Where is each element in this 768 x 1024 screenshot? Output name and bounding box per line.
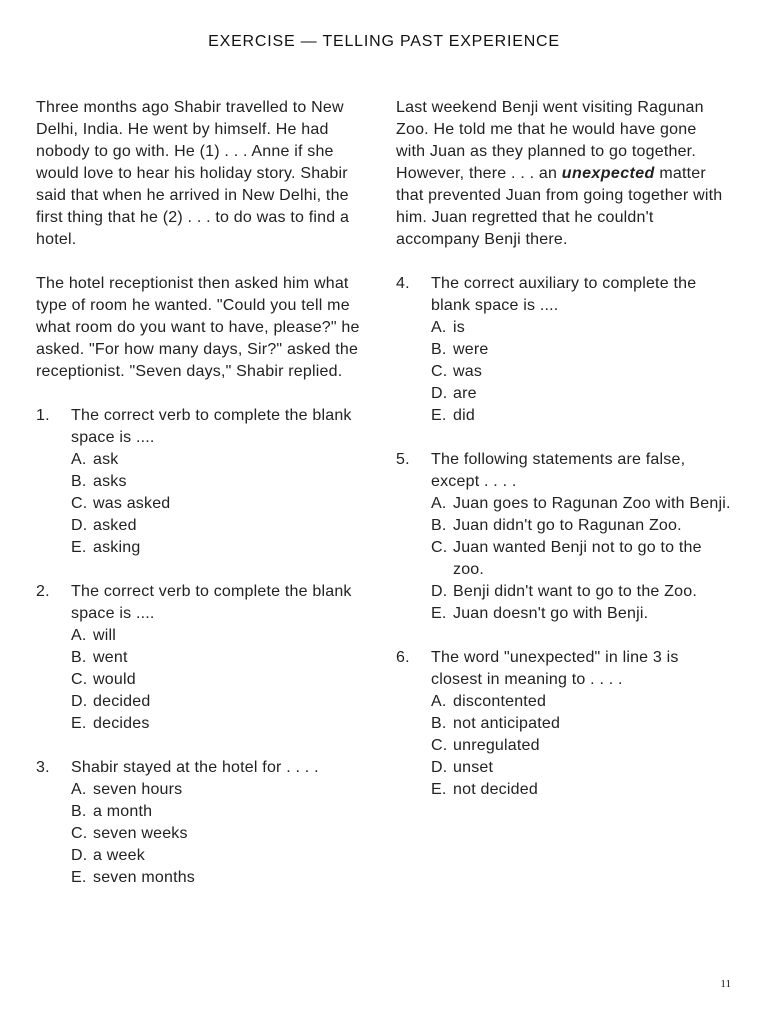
option-d [431, 581, 741, 603]
question-header [36, 405, 381, 449]
passage-line: him. Juan regretted that he couldn't [396, 209, 654, 226]
option-a [431, 691, 741, 713]
passage-line: accompany Benji there. [396, 231, 568, 248]
option-letter: D. [431, 583, 448, 600]
option-text: discontented [453, 693, 547, 710]
option-text: Juan doesn't go with Benji. [453, 605, 649, 622]
question-stem [431, 647, 741, 691]
option-d [71, 845, 381, 867]
question-number: 4. [396, 275, 410, 292]
answer-options [396, 317, 741, 427]
answer-options [36, 625, 381, 735]
option-letter: B. [431, 517, 447, 534]
passage-line: hotel. [36, 231, 77, 248]
option-c [431, 735, 741, 757]
question-header [396, 647, 741, 691]
option-e [431, 405, 741, 427]
option-text: seven months [93, 869, 196, 886]
option-text: will [93, 627, 117, 644]
option-a [431, 493, 741, 515]
question-6 [396, 647, 741, 801]
option-text: ask [93, 451, 119, 468]
question-4 [396, 273, 741, 427]
passage-line: The hotel receptionist then asked him what [36, 275, 349, 292]
passage-line: Delhi, India. He went by himself. He had [36, 121, 329, 138]
question-3 [36, 757, 381, 889]
option-text: seven weeks [93, 825, 188, 842]
option-b [431, 515, 741, 537]
right-column [396, 97, 741, 801]
passage-line [396, 163, 741, 185]
option-letter: D. [431, 385, 448, 402]
option-letter: E. [431, 605, 447, 622]
option-a [71, 779, 381, 801]
answer-options [396, 493, 741, 625]
option-letter: C. [431, 539, 448, 556]
option-text: were [453, 341, 489, 358]
passage-line: asked. "For how many days, Sir?" asked the [36, 341, 359, 358]
option-letter: D. [71, 517, 88, 534]
option-text: Juan wanted Benji not to go to the [453, 539, 702, 556]
option-a [71, 449, 381, 471]
question-1 [36, 405, 381, 559]
option-letter: E. [431, 781, 447, 798]
emphasized-word: unexpected [561, 165, 655, 182]
passage-text: matter [654, 165, 706, 182]
option-b [71, 471, 381, 493]
option-letter: D. [71, 847, 88, 864]
option-letter: E. [71, 539, 87, 556]
question-stem-line: The correct verb to complete the blank [71, 583, 352, 600]
question-5 [396, 449, 741, 625]
option-letter: C. [71, 495, 88, 512]
option-text: a month [93, 803, 153, 820]
option-d [431, 757, 741, 779]
option-e [431, 603, 741, 625]
option-letter: C. [71, 671, 88, 688]
question-stem [71, 757, 381, 779]
option-text: would [93, 671, 136, 688]
option-text-block [453, 537, 702, 581]
option-c [431, 537, 741, 581]
passage-line: Last weekend Benji went visiting Ragunan [396, 99, 704, 116]
question-stem-line: blank space is .... [431, 297, 559, 314]
question-stem-line: except . . . . [431, 473, 517, 490]
option-letter: A. [71, 451, 87, 468]
option-d [431, 383, 741, 405]
option-text: Juan didn't go to Ragunan Zoo. [453, 517, 682, 534]
option-letter: B. [71, 473, 87, 490]
page-title: EXERCISE — TELLING PAST EXPERIENCE [208, 33, 560, 50]
option-text: is [453, 319, 465, 336]
passage-line: said that when he arrived in New Delhi, the [36, 187, 349, 204]
question-stem [71, 405, 381, 449]
option-c [431, 361, 741, 383]
option-c [71, 669, 381, 691]
passage-line: receptionist. "Seven days," Shabir replied. [36, 363, 343, 380]
passage-line: that prevented Juan from going together with [396, 187, 723, 204]
question-header [396, 273, 741, 317]
passage-line: first thing that he (2) . . . to do was to find a [36, 209, 350, 226]
option-text: unset [453, 759, 494, 776]
option-text: Benji didn't want to go to the Zoo. [453, 583, 697, 600]
option-b [431, 339, 741, 361]
passage-text: However, there . . . an [396, 165, 562, 182]
option-letter: E. [71, 715, 87, 732]
question-number: 6. [396, 649, 410, 666]
option-a [431, 317, 741, 339]
option-letter: A. [431, 319, 447, 336]
question-stem-line: The correct auxiliary to complete the [431, 275, 697, 292]
option-text: asking [93, 539, 141, 556]
question-2 [36, 581, 381, 735]
option-text: decided [93, 693, 151, 710]
option-b [431, 713, 741, 735]
option-letter: A. [71, 781, 87, 798]
question-stem-line: The correct verb to complete the blank [71, 407, 352, 424]
option-e [71, 867, 381, 889]
option-letter: D. [71, 693, 88, 710]
passage-hotel-receptionist [36, 273, 381, 383]
question-stem [71, 581, 381, 625]
option-text: Juan goes to Ragunan Zoo with Benji. [453, 495, 731, 512]
option-text: went [93, 649, 128, 666]
question-number: 5. [396, 451, 410, 468]
passage-benji-zoo [396, 97, 741, 251]
option-letter: D. [431, 759, 448, 776]
passage-line: with Juan as they planned to go together. [396, 143, 696, 160]
option-d [71, 515, 381, 537]
option-letter: A. [71, 627, 87, 644]
option-letter: B. [431, 715, 447, 732]
option-c [71, 493, 381, 515]
question-stem [431, 273, 741, 317]
question-header [36, 581, 381, 625]
option-text: was asked [93, 495, 171, 512]
passage-line: Zoo. He told me that he would have gone [396, 121, 697, 138]
option-letter: E. [431, 407, 447, 424]
question-number: 1. [36, 407, 50, 424]
question-stem-line: Shabir stayed at the hotel for . . . . [71, 759, 319, 776]
option-b [71, 801, 381, 823]
answer-options [396, 691, 741, 801]
passage-line: what room do you want to have, please?" he [36, 319, 360, 336]
page-number: 11 [720, 978, 731, 990]
option-b [71, 647, 381, 669]
option-text: zoo. [453, 561, 485, 578]
answer-options [36, 449, 381, 559]
option-text: decides [93, 715, 150, 732]
option-c [71, 823, 381, 845]
option-text: not anticipated [453, 715, 561, 732]
option-letter: C. [71, 825, 88, 842]
option-text: are [453, 385, 477, 402]
option-letter: E. [71, 869, 87, 886]
passage-line: Three months ago Shabir travelled to New [36, 99, 344, 116]
option-letter: A. [431, 495, 447, 512]
question-stem-line: space is .... [71, 605, 155, 622]
passage-line: nobody to go with. He (1) . . . Anne if she [36, 143, 334, 160]
option-text: asks [93, 473, 127, 490]
option-letter: C. [431, 737, 448, 754]
option-letter: B. [71, 803, 87, 820]
option-e [71, 713, 381, 735]
option-e [431, 779, 741, 801]
option-text: did [453, 407, 475, 424]
option-e [71, 537, 381, 559]
option-letter: B. [431, 341, 447, 358]
option-letter: C. [431, 363, 448, 380]
passage-line: type of room he wanted. "Could you tell me [36, 297, 350, 314]
option-letter: A. [431, 693, 447, 710]
question-number: 3. [36, 759, 50, 776]
option-text: unregulated [453, 737, 540, 754]
passage-line: would love to hear his holiday story. Shabir [36, 165, 348, 182]
option-letter: B. [71, 649, 87, 666]
question-header [396, 449, 741, 493]
question-stem [431, 449, 741, 493]
question-header [36, 757, 381, 779]
question-number: 2. [36, 583, 50, 600]
passage-shabir-trip [36, 97, 381, 251]
question-stem-line: The following statements are false, [431, 451, 686, 468]
option-text: a week [93, 847, 145, 864]
option-text: not decided [453, 781, 538, 798]
left-column [36, 97, 381, 889]
answer-options [36, 779, 381, 889]
option-a [71, 625, 381, 647]
option-text: seven hours [93, 781, 183, 798]
question-stem-line: closest in meaning to . . . . [431, 671, 623, 688]
option-d [71, 691, 381, 713]
option-text: asked [93, 517, 137, 534]
question-stem-line: space is .... [71, 429, 155, 446]
question-stem-line: The word "unexpected" in line 3 is [431, 649, 679, 666]
option-text: was [453, 363, 483, 380]
